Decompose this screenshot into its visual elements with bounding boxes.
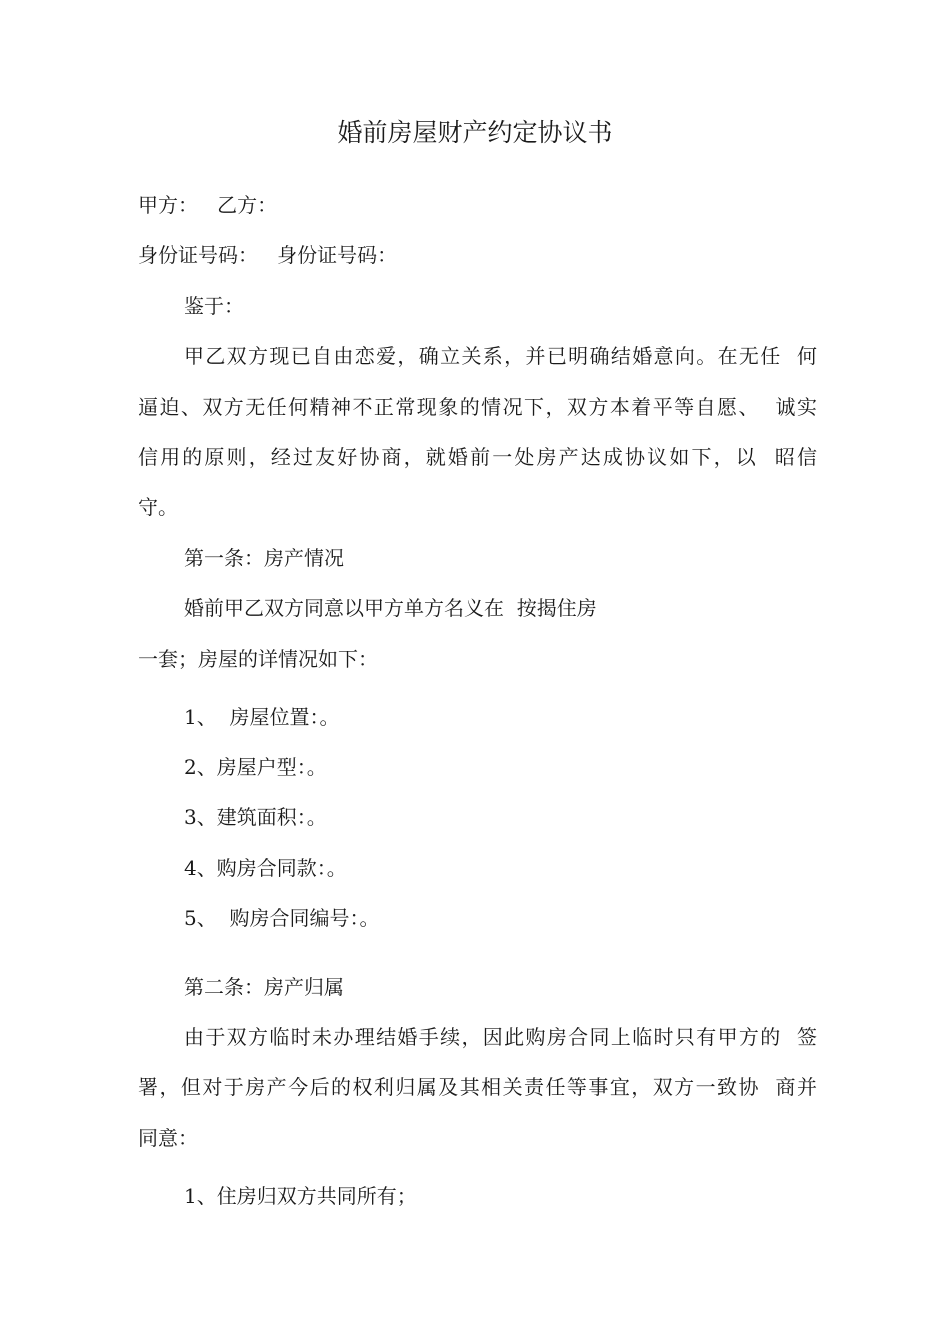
list-item: 2、房屋户型：。 (184, 755, 327, 779)
preamble-line-3: 信用的原则，经过友好协商，就婚前一处房产达成协议如下，以 昭信 (138, 445, 817, 469)
party-line: 甲方： 乙方： (138, 193, 278, 217)
preamble-line-1: 甲乙双方现已自由恋爱，确立关系，并已明确结婚意向。在无任 何 (184, 344, 817, 368)
id-number-line: 身份证号码： 身份证号码： (138, 243, 398, 267)
article-1-intro-line-2: 一套；房屋的详情况如下： (138, 647, 378, 671)
article-2-body-line-1: 由于双方临时未办理结婚手续，因此购房合同上临时只有甲方的 签 (184, 1025, 817, 1049)
whereas-label: 鉴于： (184, 294, 244, 318)
list-item: 1、住房归双方共同所有； (184, 1184, 417, 1208)
list-item: 4、购房合同款：。 (184, 856, 347, 880)
article-2-body-line-2: 署，但对于房产今后的权利归属及其相关责任等事宜，双方一致协 商并 (138, 1075, 817, 1099)
article-1-intro-line-1: 婚前甲乙双方同意以甲方单方名义在 按揭住房 (184, 596, 597, 620)
list-item: 5、 购房合同编号：。 (184, 906, 380, 930)
article-2-body-line-3: 同意： (138, 1126, 198, 1150)
list-item: 3、建筑面积：。 (184, 805, 327, 829)
list-item: 1、 房屋位置：。 (184, 705, 340, 729)
article-2-heading: 第二条：房产归属 (184, 975, 344, 999)
preamble-line-2: 逼迫、双方无任何精神不正常现象的情况下，双方本着平等自愿、 诚实 (138, 395, 817, 419)
article-1-heading: 第一条：房产情况 (184, 546, 344, 570)
preamble-line-4: 守。 (138, 495, 178, 519)
document-title: 婚前房屋财产约定协议书 (337, 118, 613, 147)
